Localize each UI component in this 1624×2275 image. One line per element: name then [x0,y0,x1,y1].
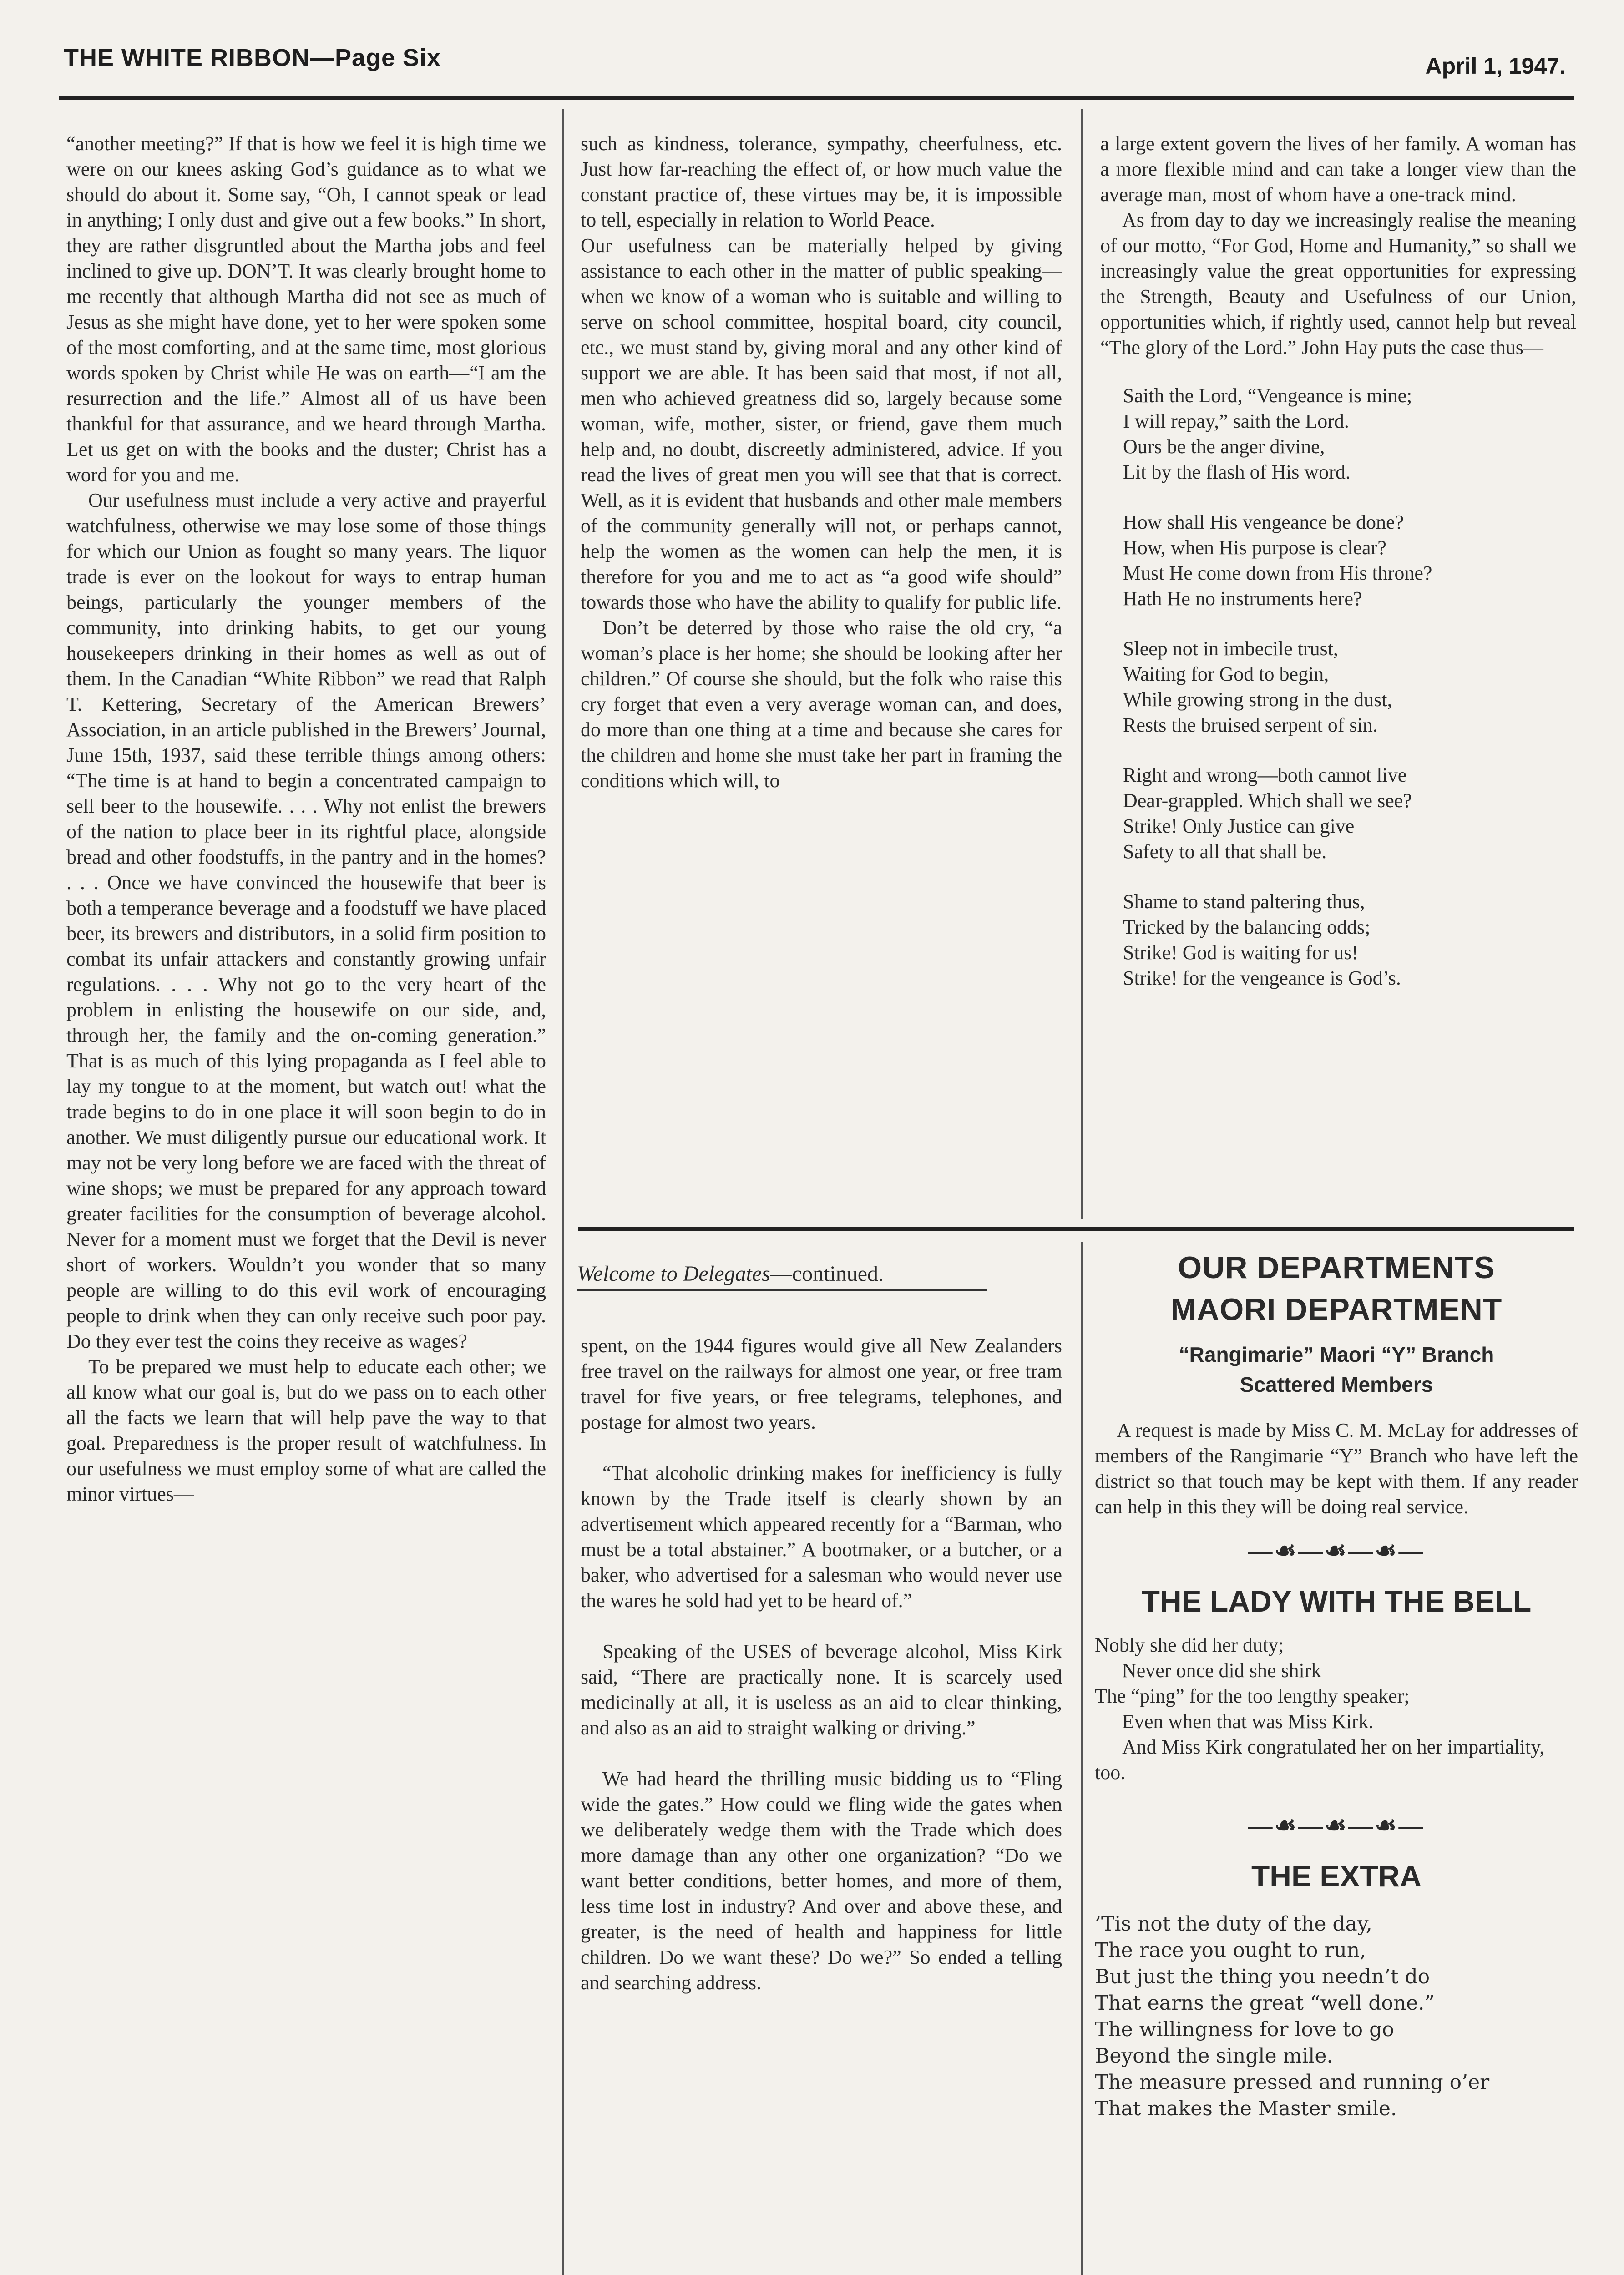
continued-heading [577,1260,987,1291]
extra-line: The willingness for love to go [1095,2018,1394,2041]
col2b-para-4: We had heard the thrilling music bidding us to “Fling wide the gates.” How could we fling wide the gates when we deliberately wedge them with the Trade which does more damage than any other one organization? “Do we want better conditions, better homes, and more of them, less time lost in industry? And over and above these, and greater, is the need of health and happiness for little children. Do we want these? Do we?” So ended a telling and searching address. [581,1768,1062,1994]
departments-heading: OUR DEPARTMENTS [1178,1250,1495,1285]
poem-line: While growing strong in the dust, [1123,688,1392,711]
col2-para-2: Our usefulness can be materially helped by giving assistance to each other in the matter of public speaking—when we know of a woman who is suitable and willing to serve on school committee, hospital board, city council, etc., we must stand by, giving moral and any other kind of support we are able. It has been said that most, if not all, men who achieved greatness did so, largely because some woman, wife, mother, sister, or friend, gave them much help and, no doubt, discreetly administered, advice. If you read the lives of great men you will see that that is correct. Well, as it is evident that husbands and other male members of the community generally will not, or perhaps cannot, help the women as the women can help the men, it is therefore for you and me to act as “a good wife should” towards those who have the ability to qualify for public life. [581,234,1062,613]
top-rule [59,96,1574,100]
scattered-members-subheading: Scattered Members [1240,1373,1433,1396]
extra-line: The race you ought to run, [1095,1939,1366,1962]
verse-line: Never once did she shirk [1122,1659,1321,1682]
poem-line: I will repay,” saith the Lord. [1123,410,1349,432]
maori-department-text: A request is made by Miss C. M. McLay for addresses of members of the Rangimarie “Y” Branch who have left the district so that touch may be kept with them. If any reader can help in this they will be doing real service. [1095,1419,1578,1518]
column-divider-1 [562,109,564,2275]
extra-line: That earns the great “well done.” [1095,1992,1435,2015]
col1-para-2: Our usefulness must include a very active and prayerful watchfulness, otherwise we may lose some of those things for which our Union as fought so many years. The liquor trade is ever on the lookout for ways to entrap human beings, particularly the younger members of the community, into drinking habits, to get our young housekeepers drinking in their homes as well as out of them. In the Canadian “White Ribbon” we read that Ralph T. Kettering, Secretary of the American Brewers’ Association, in an article published in the Brewers’ Journal, June 15th, 1937, said these terrible things among others: “The time is at hand to begin a concentrated campaign to sell beer to the housewife. . . . Why not enlist the brewers of the nation to place beer in its rightful place, alongside bread and other foodstuffs, in the pantry and in the homes? . . . Once we have convinced the housewife that beer is both a temperance beverage and a foodstuff we have placed beer, its brewers and distributors, in a solid firm position to combat its unfair attackers and constantly growing unfair regulations. . . . Why not go to the very heart of the problem in enlisting the housewife on our side, and, through her, the family and the on-coming generation.” That is as much of this lying propaganda as I feel able to lay my tongue to at the moment, but watch out! what the trade begins to do in one place it will soon begin to do in another. We must diligently pursue our educational work. It may not be very long before we are faced with the threat of wine shops; we must be prepared for any approach toward greater facilities for the consumption of beverage alcohol. Never for a moment must we forget that the Devil is never short of workers. Wouldn’t you wonder that so many people are willing to do this evil work of encouraging people to drink when they can only receive such poor pay. Do they ever test the coins they receive as wages? [66,489,546,1352]
poem-stanza [1123,510,1576,612]
poem-line: Rests the bruised serpent of sin. [1123,714,1378,736]
col2b-para-2: “That alcoholic drinking makes for inefficiency is fully known by the Trade itself is clearly shown by an advertisement which appeared recently for a “Barman, who must be a total abstainer.” A bootmaker, or a butcher, or a baker, who advertised for a salesman who would never use the wares he sold had yet to be heard of.” [581,1462,1062,1612]
poem-line: Hath He no instruments here? [1123,587,1362,610]
the-extra-poem [1095,1911,1578,2122]
ornament-divider: —☙—☙—☙— [1248,1537,1425,1564]
section-rule [578,1227,1574,1231]
the-extra-heading: THE EXTRA [1251,1859,1422,1893]
maori-department-heading: MAORI DEPARTMENT [1170,1292,1503,1327]
col2b-para-3: Speaking of the USES of beverage alcohol, Miss Kirk said, “There are practically none. It is scarcely used medicinally at all, it is useless as an aid to clear thinking, and also as an aid to straight walking or driving.” [581,1640,1062,1739]
extra-line: Beyond the single mile. [1095,2044,1333,2068]
col2b-para-1: spent, on the 1944 figures would give all New Zealanders free travel on the railways for almost one year, or free tram travel for five years, or free telegrams, telephones, and postage for almost two years. [581,1335,1062,1433]
column-1 [66,131,546,2275]
poem-line: Strike! for the vengeance is God’s. [1123,967,1401,989]
col2-para-1: such as kindness, tolerance, sympathy, cheerfulness, etc. Just how far-reaching the effect of, or how much value the constant practice of, these virtues may be, it is impossible to tell, especially in relation to World Peace. [581,132,1062,231]
verse-line: And Miss Kirk congratulated her on her impartiality, too. [1095,1736,1545,1784]
ornament-divider: —☙—☙—☙— [1248,1812,1425,1839]
column-3-top [1100,131,1576,1218]
col1-para-3: To be prepared we must help to educate each other; we all know what our goal is, but do we pass on to each other all the facts we learn that will help pave the way to that goal. Preparedness is the proper result of watchfulness. In our usefulness we must employ some of what are called the minor virtues— [66,1355,546,1505]
branch-subheading: “Rangimarie” Maori “Y” Branch [1179,1343,1494,1366]
col1-para-1: “another meeting?” If that is how we feel it is high time we were on our knees asking God’s guidance as to what we should do about it. Some say, “Oh, I cannot speak or lead in anything; I only dust and give out a few books.” In short, they are rather disgruntled about the Martha jobs and feel inclined to give up. DON’T. It was clearly brought home to me recently that although Martha did not see as much of Jesus as she might have done, yet to her were spoken some of the most comforting, and at the same time, most glorious words spoken by Christ while He was on earth—“I am the resurrection and the life.” Almost all of us have been thankful for that assurance, and we heard through Martha. Let us get on with the books and the duster; Christ has a word for you and me. [66,132,546,486]
extra-line: The measure pressed and running o’er [1095,2071,1490,2094]
col3-para-1: a large extent govern the lives of her family. A woman has a more flexible mind and can take a longer view than the average man, most of whom have a one-track mind. [1100,132,1576,206]
verse-line: Even when that was Miss Kirk. [1122,1710,1374,1733]
column-2-bottom [581,1333,1062,2275]
verse-line: Nobly she did her duty; [1095,1634,1284,1656]
poem-line: Dear-grappled. Which shall we see? [1123,789,1412,812]
poem-stanza [1123,763,1576,864]
poem-stanza [1123,383,1576,485]
poem-line: How shall His vengeance be done? [1123,511,1404,533]
column-2-top [581,131,1062,1218]
lady-with-bell-heading: THE LADY WITH THE BELL [1141,1584,1532,1618]
col3-para-2: As from day to day we increasingly realise the meaning of our motto, “For God, Home and Humanity,” so shall we increasingly value the great opportunities for expressing the Strength, Beauty and Usefulness of our Union, opportunities which, if rightly used, cannot help but reveal “The glory of the Lord.” John Hay puts the case thus— [1100,209,1576,359]
poem-line: Right and wrong—both cannot live [1123,764,1407,786]
continued-title: Welcome to Delegates [577,1262,770,1286]
poem-line: Ours be the anger divine, [1123,435,1325,458]
poem-line: Saith the Lord, “Vengeance is mine; [1123,384,1412,407]
col2-para-3: Don’t be deterred by those who raise the old cry, “a woman’s place is her home; she should be looking after her children.” Of course she should, but the folk who raise this cry forget that even a very average woman can, and does, do more than one thing at a time and because she cares for the children and home she must take her part in framing the conditions which will, to [581,617,1062,792]
poem-line: Safety to all that shall be. [1123,840,1327,863]
poem-line: Must He come down from His throne? [1123,562,1432,584]
column-divider-3 [1081,1242,1083,2275]
poem-line: Shame to stand paltering thus, [1123,890,1365,913]
masthead-title: THE WHITE RIBBON—Page Six [64,44,441,71]
column-3-bottom [1095,1247,1578,2275]
poem-line: Tricked by the balancing odds; [1123,916,1371,938]
poem-stanza [1123,636,1576,738]
masthead-date: April 1, 1947. [1425,53,1566,79]
poem-line: Strike! God is waiting for us! [1123,941,1358,964]
poem-line: Sleep not in imbecile trust, [1123,637,1338,660]
verse-line: The “ping” for the too lengthy speaker; [1095,1685,1410,1707]
extra-line: That makes the Master smile. [1095,2097,1397,2120]
lady-with-bell-verse [1095,1633,1578,1785]
column-divider-2 [1081,109,1083,1219]
john-hay-poem [1123,383,1576,991]
continued-suffix: —continued. [770,1262,884,1286]
extra-line: ’Tis not the duty of the day, [1095,1912,1372,1936]
poem-stanza [1123,889,1576,991]
poem-line: Strike! Only Justice can give [1123,815,1355,837]
poem-line: Waiting for God to begin, [1123,663,1329,685]
extra-line: But just the thing you needn’t do [1095,1965,1430,1988]
poem-line: How, when His purpose is clear? [1123,536,1386,559]
poem-line: Lit by the flash of His word. [1123,461,1351,483]
